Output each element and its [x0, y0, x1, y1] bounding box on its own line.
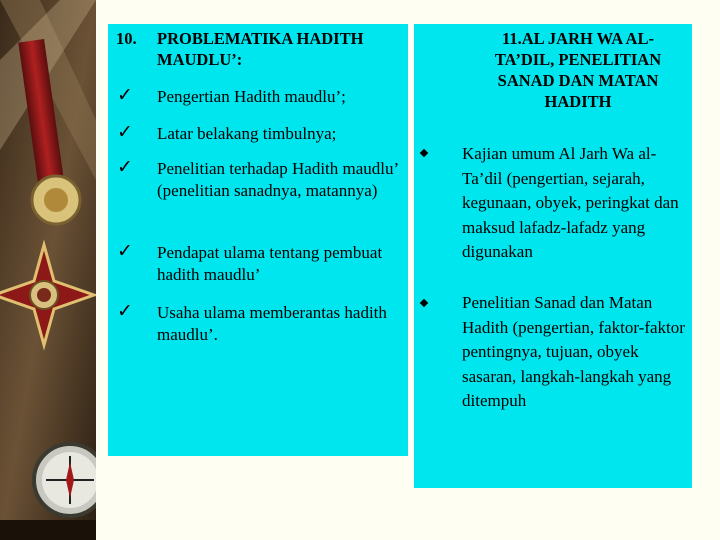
left-item: Pendapat ulama tentang pembuat hadith maudlu’	[157, 243, 383, 284]
left-title: PROBLEMATIKA HADITH MAUDLU’:	[157, 29, 364, 69]
right-item: Kajian umum Al Jarh Wa al-Ta’dil (pengertian, sejarah, kegunaan, obyek, peringkat dan maksud lafadz-lafadz yang digunakan	[462, 144, 679, 261]
checkmark-icon: ✓	[117, 84, 133, 106]
left-topic-panel	[108, 24, 408, 456]
right-title: 11.AL JARH WA AL-TA’DIL, PENELITIAN SANAD DAN MATAN HADITH	[494, 29, 662, 111]
checkmark-icon: ✓	[117, 156, 133, 178]
right-item: Penelitian Sanad dan Matan Hadith (pengertian, faktor-faktor pentingnya, tujuan, obyek sasaran, langkah-langkah yang ditempuh	[462, 293, 685, 410]
checkmark-icon: ✓	[117, 240, 133, 262]
left-item: Usaha ulama memberantas hadith maudlu’.	[157, 303, 387, 344]
checkmark-icon: ✓	[117, 300, 133, 322]
diamond-bullet-icon	[420, 299, 428, 307]
left-item: Latar belakang timbulnya;	[157, 124, 337, 143]
decorative-medal-photo	[0, 0, 96, 540]
right-topic-panel	[414, 24, 692, 488]
left-item: Penelitian terhadap Hadith maudlu’ (penelitian sanadnya, matannya)	[157, 159, 398, 200]
diamond-bullet-icon	[420, 149, 428, 157]
left-item: Pengertian Hadith maudlu’;	[157, 87, 346, 106]
checkmark-icon: ✓	[117, 121, 133, 143]
left-number: 10.	[116, 29, 137, 48]
